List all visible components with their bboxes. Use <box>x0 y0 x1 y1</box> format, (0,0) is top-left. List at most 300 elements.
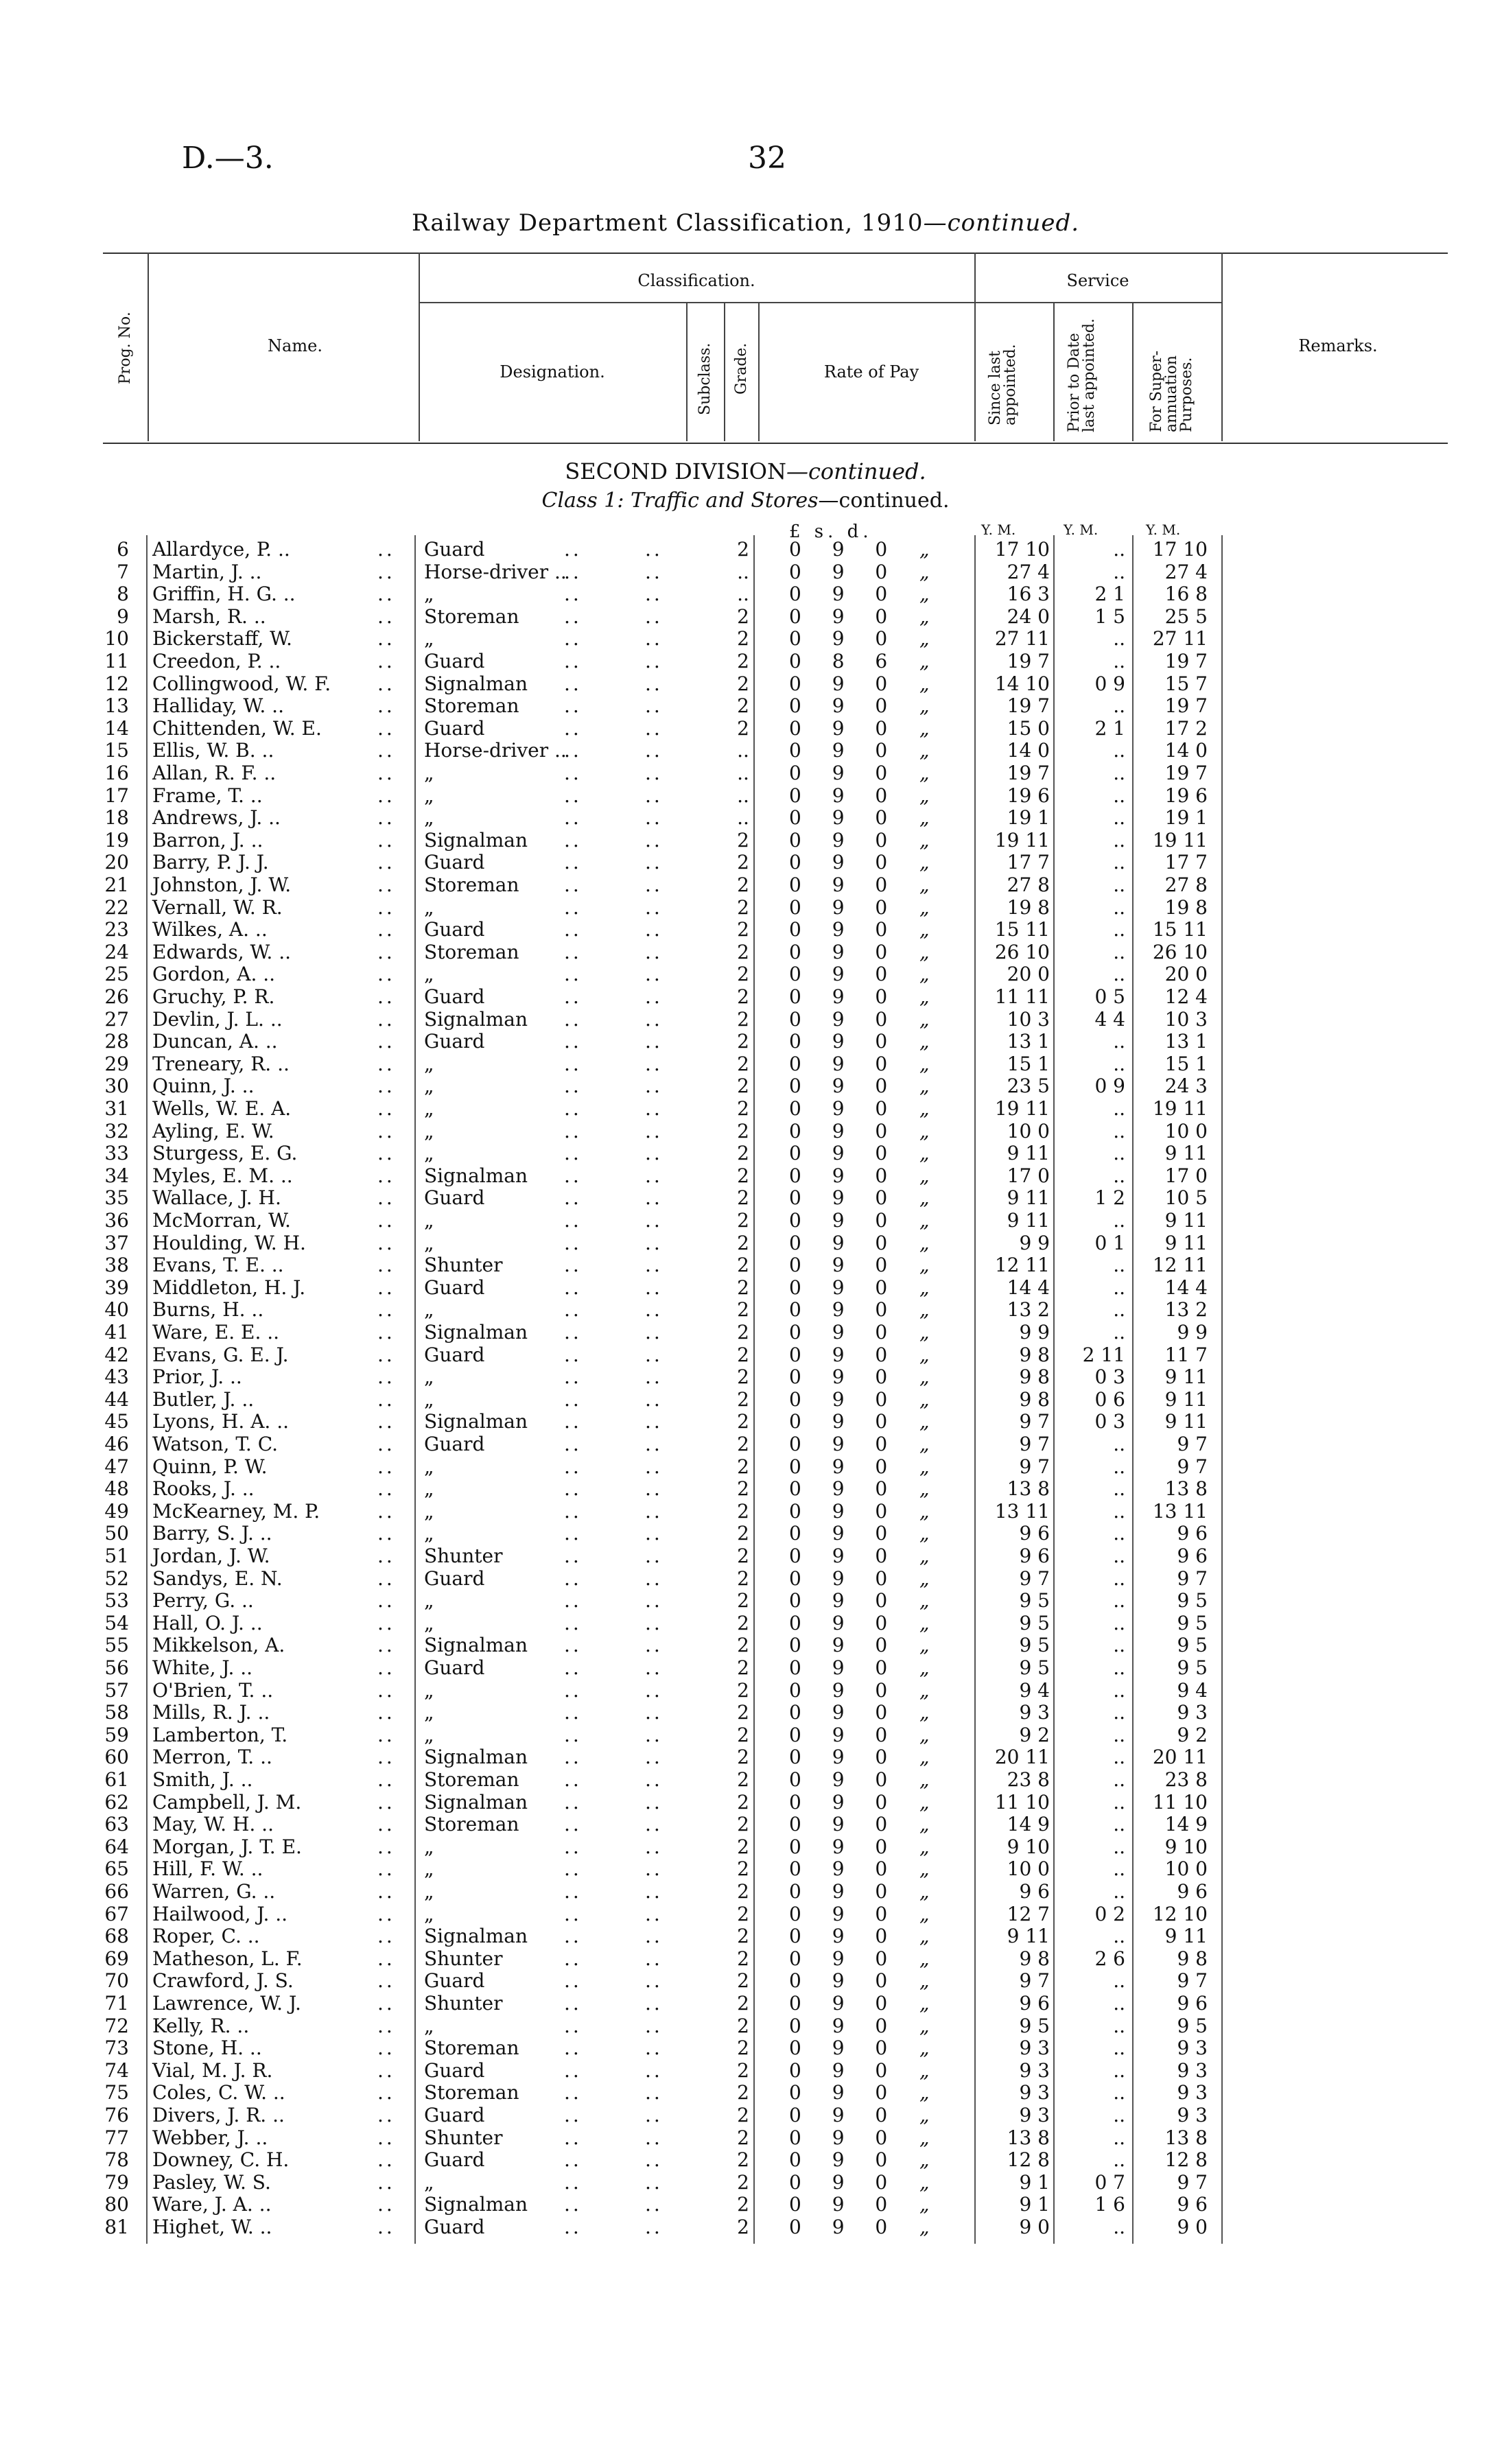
designation: Storeman <box>424 873 519 896</box>
superannuation-service: 9 11 <box>1164 1365 1208 1389</box>
leader-dots: .. <box>564 1925 582 1948</box>
leader-dots: .. <box>645 1231 663 1254</box>
superannuation-service: 19 1 <box>1164 806 1208 830</box>
designation: Guard <box>424 716 485 740</box>
leader-dots: .. <box>645 1880 663 1903</box>
grade: 2 <box>737 1097 749 1120</box>
superannuation-service: 9 8 <box>1177 1947 1208 1970</box>
prior-service: .. <box>1113 627 1125 650</box>
designation: Signalman <box>424 1790 528 1814</box>
leader-dots: .. <box>645 538 663 561</box>
staff-name: Ayling, E. W. <box>152 1119 274 1142</box>
prog-no: 22 <box>104 895 129 919</box>
rate-of-pay: 0 9 0 <box>789 1947 900 1970</box>
leader-dots: .. <box>564 1410 582 1433</box>
grade: 2 <box>737 1387 749 1411</box>
staff-name: Sandys, E. N. <box>152 1567 283 1590</box>
since-last-appointed: 19 7 <box>1007 650 1050 672</box>
per-day-ditto: „ <box>919 2193 930 2216</box>
table-row <box>0 1881 1491 1903</box>
leader-dots: .. <box>645 1097 663 1120</box>
leader-dots: .. <box>645 828 663 852</box>
leader-dots: .. <box>645 1522 663 1545</box>
table-row <box>0 1501 1491 1523</box>
leader-dots: .. <box>377 583 395 606</box>
leader-dots: .. <box>564 1992 582 2015</box>
prog-no: 48 <box>104 1477 129 1501</box>
per-day-ditto: „ <box>919 1477 930 1501</box>
since-last-appointed: 9 6 <box>1019 1992 1050 2015</box>
prog-no: 10 <box>104 627 129 650</box>
since-last-appointed: 9 11 <box>1007 1209 1050 1232</box>
superannuation-service: 27 11 <box>1152 627 1208 650</box>
superannuation-service: 9 7 <box>1177 1567 1208 1590</box>
superannuation-service: 27 8 <box>1164 873 1208 896</box>
leader-dots: .. <box>377 1947 395 1970</box>
leader-dots: .. <box>377 918 395 941</box>
rate-of-pay: 0 9 0 <box>789 828 900 852</box>
leader-dots: .. <box>377 1209 395 1232</box>
leader-dots: .. <box>564 1075 582 1098</box>
leader-dots: .. <box>564 1276 582 1299</box>
per-day-ditto: „ <box>919 2148 930 2172</box>
since-last-appointed: 20 0 <box>1007 963 1050 986</box>
since-last-appointed: 9 3 <box>1019 2058 1050 2082</box>
superannuation-service: 27 4 <box>1164 560 1208 583</box>
staff-name: Bickerstaff, W. <box>152 627 292 650</box>
table-row <box>0 1634 1491 1657</box>
leader-dots: .. <box>645 1365 663 1389</box>
table-row <box>0 1523 1491 1545</box>
staff-name: Warren, G. .. <box>152 1880 276 1903</box>
leader-dots: .. <box>377 1790 395 1814</box>
leader-dots: .. <box>377 2081 395 2104</box>
leader-dots: .. <box>645 560 663 583</box>
prog-no: 42 <box>104 1343 129 1366</box>
prior-service: .. <box>1113 1723 1125 1746</box>
staff-name: Johnston, J. W. <box>152 873 292 896</box>
designation: „ <box>424 1477 434 1501</box>
leader-dots: .. <box>377 2148 395 2172</box>
grade: .. <box>737 784 749 807</box>
prior-service: .. <box>1113 828 1125 852</box>
staff-name: Devlin, J. L. .. <box>152 1007 283 1031</box>
leader-dots: .. <box>564 2104 582 2126</box>
leader-dots: .. <box>645 1857 663 1881</box>
page-title <box>0 209 1491 237</box>
table-row <box>0 628 1491 650</box>
class-label: Class 1: <box>541 489 631 513</box>
superannuation-service: 9 3 <box>1177 2104 1208 2126</box>
prog-no: 20 <box>104 851 129 874</box>
designation: „ <box>424 762 434 784</box>
grade: 2 <box>737 1589 749 1612</box>
leader-dots: .. <box>564 1701 582 1724</box>
designation: „ <box>424 1075 434 1098</box>
per-day-ditto: „ <box>919 806 930 830</box>
since-last-appointed: 26 10 <box>994 940 1050 963</box>
leader-dots: .. <box>377 1142 395 1165</box>
staff-name: Campbell, J. M. <box>152 1790 302 1814</box>
per-day-ditto: „ <box>919 985 930 1008</box>
rate-of-pay: 0 9 0 <box>789 985 900 1008</box>
leader-dots: .. <box>377 1611 395 1634</box>
staff-name: Quinn, P. W. <box>152 1455 268 1478</box>
grade: 2 <box>737 1231 749 1254</box>
per-day-ditto: „ <box>919 1611 930 1634</box>
superannuation-service: 25 5 <box>1164 605 1208 628</box>
table-row <box>0 1299 1491 1322</box>
superannuation-service: 10 0 <box>1164 1857 1208 1881</box>
leader-dots: .. <box>645 1410 663 1433</box>
since-last-appointed: 14 0 <box>1007 739 1050 762</box>
staff-name: Coles, C. W. .. <box>152 2081 285 2104</box>
table-row <box>0 1366 1491 1389</box>
grade: 2 <box>737 1030 749 1053</box>
prior-service: 0 6 <box>1094 1387 1125 1411</box>
grade: 2 <box>737 2058 749 2082</box>
prior-service: .. <box>1113 1567 1125 1590</box>
leader-dots: .. <box>645 1030 663 1053</box>
leader-dots: .. <box>564 1052 582 1075</box>
leader-dots: .. <box>645 1142 663 1165</box>
leader-dots: .. <box>377 560 395 583</box>
table-row <box>0 1277 1491 1300</box>
since-last-appointed: 11 10 <box>994 1790 1050 1814</box>
prior-service: .. <box>1113 2058 1125 2082</box>
superannuation-service: 10 0 <box>1164 1119 1208 1142</box>
superannuation-service: 19 6 <box>1164 784 1208 807</box>
leader-dots: .. <box>645 1790 663 1814</box>
table-row <box>0 1724 1491 1747</box>
leader-dots: .. <box>645 1007 663 1031</box>
superannuation-service: 19 7 <box>1164 650 1208 672</box>
rate-of-pay: 0 9 0 <box>789 1186 900 1210</box>
staff-name: Kelly, R. .. <box>152 2014 250 2037</box>
division-name: SECOND DIVISION <box>565 458 786 484</box>
superannuation-service: 12 4 <box>1164 985 1208 1008</box>
leader-dots: .. <box>564 1097 582 1120</box>
superannuation-service: 13 8 <box>1164 2126 1208 2149</box>
rate-of-pay: 0 9 0 <box>789 1433 900 1455</box>
prior-service: 2 6 <box>1094 1947 1125 1970</box>
superannuation-service: 13 1 <box>1164 1030 1208 1053</box>
table-row <box>0 1612 1491 1635</box>
superannuation-service: 9 11 <box>1164 1231 1208 1254</box>
superannuation-service: 15 1 <box>1164 1052 1208 1075</box>
rate-of-pay: 0 9 0 <box>789 1477 900 1501</box>
leader-dots: .. <box>564 963 582 986</box>
leader-dots: .. <box>645 2216 663 2238</box>
prog-no: 67 <box>104 1902 129 1925</box>
leader-dots: .. <box>645 873 663 896</box>
per-day-ditto: „ <box>919 918 930 941</box>
rate-of-pay: 0 9 0 <box>789 940 900 963</box>
rate-of-pay: 0 9 0 <box>789 583 900 606</box>
superannuation-service: 9 3 <box>1177 2058 1208 2082</box>
leader-dots: .. <box>564 672 582 695</box>
per-day-ditto: „ <box>919 2104 930 2126</box>
per-day-ditto: „ <box>919 1433 930 1455</box>
prog-no: 36 <box>104 1209 129 1232</box>
staff-name: Evans, G. E. J. <box>152 1343 289 1366</box>
rate-of-pay: 0 9 0 <box>789 895 900 919</box>
leader-dots: .. <box>645 739 663 762</box>
superannuation-service: 26 10 <box>1152 940 1208 963</box>
grade: 2 <box>737 940 749 963</box>
staff-name: Sturgess, E. G. <box>152 1142 298 1165</box>
staff-name: Edwards, W. .. <box>152 940 291 963</box>
staff-name: Andrews, J. .. <box>152 806 281 830</box>
staff-name: Jordan, J. W. <box>152 1545 270 1567</box>
per-day-ditto: „ <box>919 1902 930 1925</box>
leader-dots: .. <box>377 1387 395 1411</box>
prog-no: 28 <box>104 1030 129 1053</box>
grade: 2 <box>737 2037 749 2060</box>
prog-no: 37 <box>104 1231 129 1254</box>
grade: 2 <box>737 694 749 718</box>
staff-name: Vernall, W. R. <box>152 895 283 919</box>
per-day-ditto: „ <box>919 1656 930 1679</box>
since-last-appointed: 10 3 <box>1007 1007 1050 1031</box>
staff-name: Divers, J. R. .. <box>152 2104 285 2126</box>
per-day-ditto: „ <box>919 1589 930 1612</box>
prog-no: 72 <box>104 2014 129 2037</box>
per-day-ditto: „ <box>919 1678 930 1702</box>
designation: „ <box>424 1231 434 1254</box>
staff-name: Hall, O. J. .. <box>152 1611 263 1634</box>
leader-dots: .. <box>564 1857 582 1881</box>
staff-name: Gruchy, P. R. <box>152 985 275 1008</box>
per-day-ditto: „ <box>919 627 930 650</box>
leader-dots: .. <box>645 1992 663 2015</box>
rate-of-pay: 0 9 0 <box>789 762 900 784</box>
table-row <box>0 762 1491 785</box>
designation: „ <box>424 1209 434 1232</box>
leader-dots: .. <box>377 1298 395 1322</box>
designation: „ <box>424 1119 434 1142</box>
since-last-appointed: 9 5 <box>1019 1611 1050 1634</box>
rate-of-pay: 0 9 0 <box>789 2170 900 2194</box>
prior-service: .. <box>1113 1522 1125 1545</box>
since-last-appointed: 9 3 <box>1019 2037 1050 2060</box>
since-last-appointed: 13 8 <box>1007 2126 1050 2149</box>
table-row <box>0 1478 1491 1501</box>
leader-dots: .. <box>377 762 395 784</box>
leader-dots: .. <box>377 2014 395 2037</box>
grade: 2 <box>737 1545 749 1567</box>
leader-dots: .. <box>564 1477 582 1501</box>
table-row <box>0 2149 1491 2172</box>
leader-dots: .. <box>377 2126 395 2149</box>
prior-service: .. <box>1113 560 1125 583</box>
per-day-ditto: „ <box>919 1254 930 1277</box>
superannuation-service: 17 10 <box>1152 538 1208 561</box>
grade: 2 <box>737 2081 749 2104</box>
since-last-appointed: 16 3 <box>1007 583 1050 606</box>
staff-name: Butler, J. .. <box>152 1387 255 1411</box>
superannuation-service: 15 7 <box>1164 672 1208 695</box>
superannuation-service: 13 8 <box>1164 1477 1208 1501</box>
per-day-ditto: „ <box>919 940 930 963</box>
leader-dots: .. <box>564 1567 582 1590</box>
staff-name: Hill, F. W. .. <box>152 1857 263 1881</box>
leader-dots: .. <box>645 1254 663 1277</box>
grade: 2 <box>737 1902 749 1925</box>
per-day-ditto: „ <box>919 1119 930 1142</box>
rate-of-pay: 0 9 0 <box>789 918 900 941</box>
designation: „ <box>424 1387 434 1411</box>
grade: 2 <box>737 1276 749 1299</box>
table-row <box>0 2082 1491 2104</box>
per-day-ditto: „ <box>919 1007 930 1031</box>
rate-of-pay: 0 9 0 <box>789 1343 900 1366</box>
grade: 2 <box>737 1813 749 1836</box>
staff-name: Collingwood, W. F. <box>152 672 331 695</box>
staff-name: Highet, W. .. <box>152 2216 272 2238</box>
leader-dots: .. <box>645 851 663 874</box>
since-last-appointed: 10 0 <box>1007 1857 1050 1881</box>
prog-no: 55 <box>104 1634 129 1657</box>
leader-dots: .. <box>564 1119 582 1142</box>
superannuation-service: 9 6 <box>1177 1992 1208 2015</box>
staff-name: Burns, H. .. <box>152 1298 264 1322</box>
prog-no: 21 <box>104 873 129 896</box>
rate-of-pay: 0 9 0 <box>789 538 900 561</box>
per-day-ditto: „ <box>919 1030 930 1053</box>
super-units: Y. M. <box>1146 521 1181 538</box>
superannuation-service: 9 5 <box>1177 2014 1208 2037</box>
since-last-appointed: 27 8 <box>1007 873 1050 896</box>
rate-of-pay: 0 9 0 <box>789 1611 900 1634</box>
designation: Guard <box>424 1433 485 1455</box>
table-row <box>0 1142 1491 1165</box>
rate-of-pay: 0 9 0 <box>789 1052 900 1075</box>
leader-dots: .. <box>645 2193 663 2216</box>
prior-service: .. <box>1113 1455 1125 1478</box>
rate-of-pay: 0 9 0 <box>789 1835 900 1858</box>
prog-no: 8 <box>117 583 129 606</box>
leader-dots: .. <box>564 1433 582 1455</box>
table-row <box>0 874 1491 897</box>
table-row <box>0 1702 1491 1724</box>
leader-dots: .. <box>645 1343 663 1366</box>
since-last-appointed: 9 8 <box>1019 1947 1050 1970</box>
grade: 2 <box>737 1992 749 2015</box>
leader-dots: .. <box>645 694 663 718</box>
leader-dots: .. <box>377 1567 395 1590</box>
leader-dots: .. <box>645 2148 663 2172</box>
designation: „ <box>424 2014 434 2037</box>
table-row <box>0 2127 1491 2150</box>
grade: 2 <box>737 1969 749 1993</box>
grade: 2 <box>737 1455 749 1478</box>
grade: .. <box>737 806 749 830</box>
prog-no: 31 <box>104 1097 129 1120</box>
superannuation-service: 9 2 <box>1177 1723 1208 1746</box>
leader-dots: .. <box>377 1925 395 1948</box>
since-last-appointed: 9 8 <box>1019 1365 1050 1389</box>
staff-name: Evans, T. E. .. <box>152 1254 284 1277</box>
rate-of-pay: 0 9 0 <box>789 2014 900 2037</box>
since-last-appointed: 11 11 <box>994 985 1050 1008</box>
per-day-ditto: „ <box>919 2014 930 2037</box>
prior-service: .. <box>1113 1276 1125 1299</box>
leader-dots: .. <box>564 583 582 606</box>
prog-no: 71 <box>104 1992 129 2015</box>
leader-dots: .. <box>645 2104 663 2126</box>
leader-dots: .. <box>377 1656 395 1679</box>
per-day-ditto: „ <box>919 1992 930 2015</box>
since-last-appointed: 20 11 <box>994 1746 1050 1769</box>
division-heading <box>0 458 1491 484</box>
table-row <box>0 2037 1491 2060</box>
rate-of-pay: 0 9 0 <box>789 739 900 762</box>
staff-name: Mikkelson, A. <box>152 1634 285 1657</box>
superannuation-service: 20 11 <box>1152 1746 1208 1769</box>
leader-dots: .. <box>564 2058 582 2082</box>
rate-of-pay: 0 9 0 <box>789 1857 900 1881</box>
rate-of-pay: 0 9 0 <box>789 2148 900 2172</box>
prior-service: 0 9 <box>1094 672 1125 695</box>
designation: „ <box>424 583 434 606</box>
designation: Storeman <box>424 1768 519 1791</box>
per-day-ditto: „ <box>919 1499 930 1523</box>
table-row <box>0 1009 1491 1031</box>
leader-dots: .. <box>377 1499 395 1523</box>
designation: Signalman <box>424 1321 528 1344</box>
per-day-ditto: „ <box>919 2081 930 2104</box>
prior-service: 0 3 <box>1094 1365 1125 1389</box>
leader-dots: .. <box>564 1813 582 1836</box>
per-day-ditto: „ <box>919 672 930 695</box>
superannuation-service: 9 5 <box>1177 1589 1208 1612</box>
leader-dots: .. <box>645 1835 663 1858</box>
prog-no: 49 <box>104 1499 129 1523</box>
leader-dots: .. <box>377 650 395 672</box>
since-last-appointed: 9 3 <box>1019 2104 1050 2126</box>
table-row <box>0 1993 1491 2015</box>
designation: Guard <box>424 2148 485 2172</box>
leader-dots: .. <box>645 1567 663 1590</box>
designation: „ <box>424 1723 434 1746</box>
per-day-ditto: „ <box>919 1097 930 1120</box>
superannuation-service: 9 6 <box>1177 1522 1208 1545</box>
superannuation-service: 17 0 <box>1164 1164 1208 1187</box>
superannuation-service: 19 8 <box>1164 895 1208 919</box>
prog-no: 46 <box>104 1433 129 1455</box>
col-subclass: Subclass. <box>696 342 714 415</box>
prog-no: 38 <box>104 1254 129 1277</box>
rate-of-pay: 0 9 0 <box>789 2193 900 2216</box>
leader-dots: .. <box>645 1723 663 1746</box>
grade: .. <box>737 762 749 784</box>
leader-dots: .. <box>564 1343 582 1366</box>
table-row <box>0 1120 1491 1143</box>
grade: 2 <box>737 650 749 672</box>
prog-no: 14 <box>104 716 129 740</box>
staff-name: Stone, H. .. <box>152 2037 262 2060</box>
designation: „ <box>424 963 434 986</box>
designation: „ <box>424 895 434 919</box>
prior-service: .. <box>1113 1925 1125 1948</box>
since-last-appointed: 9 7 <box>1019 1567 1050 1590</box>
leader-dots: .. <box>377 694 395 718</box>
staff-name: Wells, W. E. A. <box>152 1097 292 1120</box>
leader-dots: .. <box>645 784 663 807</box>
grade: 2 <box>737 1880 749 1903</box>
per-day-ditto: „ <box>919 1522 930 1545</box>
